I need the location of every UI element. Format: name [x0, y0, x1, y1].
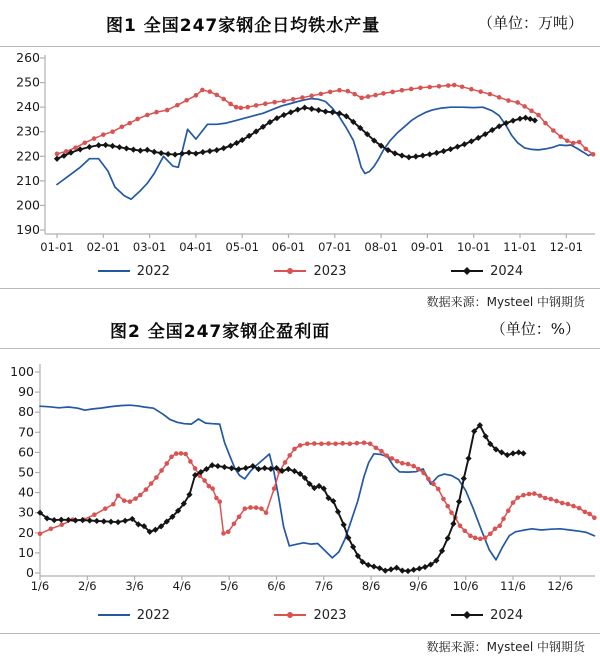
svg-text:3/6: 3/6: [125, 579, 144, 593]
svg-text:8/6: 8/6: [361, 579, 381, 593]
svg-text:04-01: 04-01: [179, 240, 213, 254]
svg-text:08-01: 08-01: [364, 240, 398, 254]
divider-top-chart2: [0, 348, 600, 349]
svg-text:10/6: 10/6: [452, 579, 479, 593]
svg-text:09-01: 09-01: [410, 240, 445, 254]
svg-text:80: 80: [18, 404, 34, 420]
svg-text:10: 10: [18, 544, 34, 560]
chart2-unit-label: （单位：%）: [490, 320, 580, 338]
svg-text:12/6: 12/6: [547, 579, 574, 593]
svg-text:05-01: 05-01: [225, 240, 259, 254]
svg-text:210: 210: [16, 172, 40, 188]
svg-text:30: 30: [18, 504, 34, 520]
legend-item-2024: [450, 264, 523, 279]
svg-text:70: 70: [18, 424, 34, 440]
svg-text:230: 230: [16, 123, 40, 139]
legend-label-2022: 2022: [136, 263, 170, 279]
chart2-plot: [0, 350, 600, 596]
svg-text:7/6: 7/6: [314, 579, 334, 593]
svg-text:190: 190: [16, 222, 40, 237]
legend-label-2024: 2024: [490, 263, 524, 279]
legend-label-2024: 2024: [490, 607, 524, 623]
svg-text:07-01: 07-01: [318, 240, 352, 254]
legend-line-2022-icon: [97, 610, 131, 620]
chart2-source: 数据来源：Mysteel 中钢期货: [426, 640, 585, 654]
svg-text:20: 20: [18, 524, 34, 540]
legend-label-2023: 2023: [313, 263, 347, 279]
chart1-plot: [0, 47, 600, 258]
svg-text:60: 60: [18, 444, 34, 460]
legend-line-2022-icon: [97, 266, 131, 276]
svg-text:240: 240: [16, 99, 40, 115]
svg-text:10-01: 10-01: [456, 240, 491, 254]
chart1-source: 数据来源：Mysteel 中钢期货: [426, 295, 585, 309]
legend-item-2023: [273, 264, 346, 279]
svg-text:03-01: 03-01: [132, 240, 167, 254]
legend-line-2024-icon: [450, 266, 484, 276]
svg-text:200: 200: [16, 197, 40, 213]
svg-text:12-01: 12-01: [549, 240, 584, 254]
svg-text:06-01: 06-01: [271, 240, 306, 254]
legend-label-2023: 2023: [313, 607, 347, 623]
svg-text:260: 260: [16, 50, 40, 66]
svg-text:6/6: 6/6: [267, 579, 286, 593]
svg-text:100: 100: [10, 364, 34, 379]
divider-bottom-chart1: [0, 288, 600, 289]
svg-text:5/6: 5/6: [219, 579, 239, 593]
chart2-legend: [45, 605, 575, 625]
svg-text:220: 220: [16, 148, 40, 164]
legend-line-2023-icon: [273, 610, 307, 620]
legend-line-2024-icon: [450, 610, 484, 620]
divider-bottom-chart2: [0, 633, 600, 634]
svg-text:11-01: 11-01: [503, 240, 537, 254]
svg-text:90: 90: [18, 384, 34, 400]
legend-line-2023-icon: [273, 266, 307, 276]
legend-item-2023: [273, 608, 346, 623]
legend-label-2022: 2022: [136, 607, 170, 623]
svg-text:4/6: 4/6: [172, 579, 192, 593]
svg-text:0: 0: [26, 565, 34, 580]
legend-item-2022: [97, 264, 170, 279]
svg-text:250: 250: [16, 74, 40, 90]
legend-item-2024: [450, 608, 523, 623]
legend-item-2022: [97, 608, 170, 623]
svg-text:02-01: 02-01: [86, 240, 121, 254]
svg-text:50: 50: [18, 464, 34, 480]
svg-text:1/6: 1/6: [30, 579, 50, 593]
svg-text:2/6: 2/6: [78, 579, 97, 593]
svg-text:9/6: 9/6: [409, 579, 428, 593]
chart1-title: 图1 全国247家钢企日均铁水产量: [106, 16, 381, 36]
chart1-legend: [45, 261, 575, 281]
chart1-unit-label: （单位：万吨）: [477, 14, 583, 32]
svg-text:11/6: 11/6: [500, 579, 526, 593]
svg-text:01-01: 01-01: [40, 240, 74, 254]
svg-text:40: 40: [18, 484, 34, 500]
chart2-title: 图2 全国247家钢企盈利面: [110, 322, 331, 342]
